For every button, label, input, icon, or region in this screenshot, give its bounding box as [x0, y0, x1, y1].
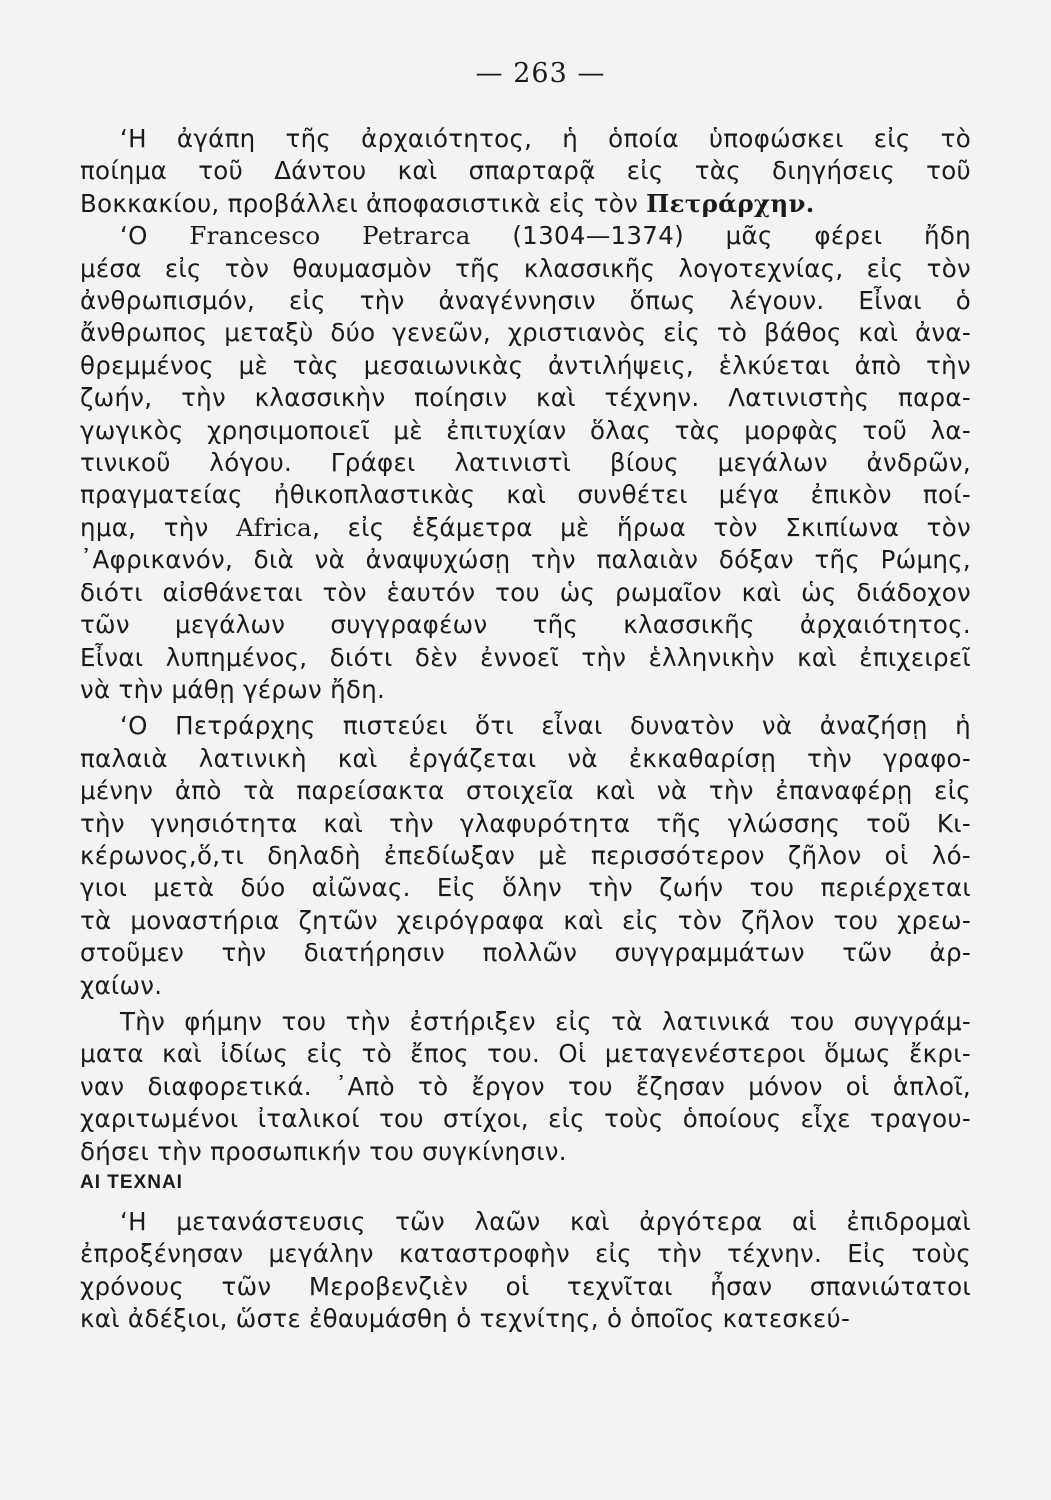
paragraph-p1: [80, 123, 971, 220]
line-text: ἀνθρωπισμόν, εἰς τὴν ἀναγέννησιν ὅπως λέγουν. Εἶναι ὁ: [80, 286, 971, 316]
text-line: [80, 220, 971, 252]
text-line: [80, 970, 971, 1002]
section-heading: ΑΙ ΤΕΧΝΑΙ: [80, 1172, 183, 1193]
text-line: [80, 415, 971, 447]
text-line: [80, 775, 971, 807]
line-text: Τὴν φήμην του τὴν ἐστήριξεν εἰς τὰ λατινικά του συγγράμ-: [120, 1006, 971, 1036]
text-line: [80, 155, 971, 187]
latin-name: Africa: [236, 512, 313, 542]
line-text: κέρωνος,ὅ,τι δηλαδὴ ἐπεδίωξαν μὲ περισσότερον ζῆλον οἱ λό-: [80, 840, 971, 870]
text-line: [80, 382, 971, 414]
text-line: [80, 710, 971, 742]
line-text: τινικοῦ λόγου. Γράφει λατινιστὶ βίους μεγάλων ἀνδρῶν,: [80, 448, 971, 478]
text-line: [80, 317, 971, 349]
paragraph-p2: [80, 220, 971, 706]
line-text: Εἶναι λυπημένος, διότι δὲν ἐννοεῖ τὴν ἑλληνικὴν καὶ ἐπιχειρεῖ: [80, 642, 971, 672]
line-text: ναν διαφορετικά. ᾿Απὸ τὸ ἔργον του ἔζησαν μόνον οἱ ἁπλοῖ,: [80, 1071, 971, 1101]
text-line: [80, 1136, 971, 1168]
bold-name: Πετράρχην.: [646, 188, 815, 218]
text-line: [80, 479, 971, 511]
line-text: θρεμμένος μὲ τὰς μεσαιωνικὰς ἀντιλήψεις, ἑλκύεται ἀπὸ τὴν: [80, 350, 971, 380]
line-text: ποίημα τοῦ Δάντου καὶ σπαρταρᾷ εἰς τὰς διηγήσεις τοῦ: [80, 156, 971, 186]
line-text: χαίων.: [80, 970, 163, 1000]
text-line: [80, 577, 971, 609]
line-text: καὶ ἀδέξιοι, ὥστε ἐθαυμάσθη ὁ τεχνίτης, ὁ ὁποῖος κατεσκεύ-: [80, 1304, 851, 1334]
text-line: [80, 674, 971, 706]
line-text: ‘Η ἀγάπη τῆς ἀρχαιότητος, ἡ ὁποία ὑποφώσκει εἰς τὸ: [120, 124, 971, 153]
line-text: , εἰς ἑξάμετρα μὲ ἥρωα τὸν Σκιπίωνα τὸν: [312, 512, 972, 542]
text-line: [80, 123, 971, 155]
line-text: μένην ἀπὸ τὰ παρείσακτα στοιχεῖα καὶ νὰ τὴν ἐπαναφέρῃ εἰς: [80, 776, 971, 806]
text-line: [80, 1303, 971, 1335]
page-number: — 263 —: [475, 58, 606, 89]
text-line: [80, 350, 971, 382]
text-line: [80, 743, 971, 775]
text-line: [80, 1006, 971, 1038]
latin-name: Francesco Petrarca: [189, 221, 471, 251]
line-text: ἄνθρωπος μεταξὺ δύο γενεῶν, χριστιανὸς εἰς τὸ βάθος καὶ ἀνα-: [80, 318, 971, 348]
text-line: [80, 642, 971, 674]
body-text: [80, 123, 971, 1336]
text-line: [80, 447, 971, 479]
paragraph-p4: [80, 1006, 971, 1168]
line-text: παλαιὰ λατινικὴ καὶ ἐργάζεται νὰ ἐκκαθαρίσῃ τὴν γραφο-: [80, 743, 971, 773]
text-line: [80, 544, 971, 576]
line-text: διότι αἰσθάνεται τὸν ἑαυτόν του ὡς ρωμαῖον καὶ ὡς διάδοχον: [80, 577, 971, 607]
line-text: ᾿Αφρικανόν, διὰ νὰ ἀναψυχώσῃ τὴν παλαιὰν δόξαν τῆς Ρώμης,: [80, 545, 971, 575]
text-line: [80, 1206, 971, 1238]
line-text: ματα καὶ ἰδίως εἰς τὸ ἔπος του. Οἱ μεταγενέστεροι ὅμως ἔκρι-: [80, 1039, 971, 1069]
text-line: [80, 1071, 971, 1103]
line-text: (1304—1374) μᾶς φέρει ἤδη: [470, 221, 971, 251]
line-text: νὰ τὴν μάθῃ γέρων ἤδη.: [80, 674, 386, 704]
paragraph-p5: [80, 1206, 971, 1336]
line-text: γιοι μετὰ δύο αἰῶνας. Εἰς ὅλην τὴν ζωήν του περιέρχεται: [80, 873, 971, 903]
line-text: χαριτωμένοι ἰταλικοί του στίχοι, εἰς τοὺς ὁποίους εἶχε τραγου-: [80, 1104, 971, 1134]
text-line: [80, 253, 971, 285]
line-text: τὰ μοναστήρια ζητῶν χειρόγραφα καὶ εἰς τὸν ζῆλον του χρεω-: [80, 905, 971, 935]
paragraph-p3: [80, 710, 971, 1002]
line-text: ‘Η μετανάστευσις τῶν λαῶν καὶ ἀργότερα αἱ ἐπιδρομαὶ: [120, 1207, 971, 1236]
text-line: [80, 808, 971, 840]
line-text: ‘Ο: [120, 221, 190, 251]
text-line: [80, 1103, 971, 1135]
text-line: [80, 285, 971, 317]
line-text: χρόνους τῶν Μεροβενζιὲν οἱ τεχνῖται ἦσαν σπανιώτατοι: [80, 1271, 971, 1301]
text-line: [80, 512, 971, 544]
text-line: [80, 1038, 971, 1070]
text-line: [80, 188, 971, 220]
line-text: ‘Ο Πετράρχης πιστεύει ὅτι εἶναι δυνατὸν νὰ ἀναζήσῃ ἡ: [120, 711, 971, 741]
line-text: μέσα εἰς τὸν θαυμασμὸν τῆς κλασσικῆς λογοτεχνίας, εἰς τὸν: [80, 253, 971, 283]
line-text: τὴν γνησιότητα καὶ τὴν γλαφυρότητα τῆς γλώσσης τοῦ Κι-: [80, 808, 971, 838]
line-text: πραγματείας ἠθικοπλαστικὰς καὶ συνθέτει μέγα ἐπικὸν ποί-: [80, 480, 971, 510]
text-line: [80, 1271, 971, 1303]
line-text: ζωήν, τὴν κλασσικὴν ποίησιν καὶ τέχνην. Λατινιστὴς παρα-: [80, 383, 971, 413]
text-line: [80, 872, 971, 904]
text-line: [80, 840, 971, 872]
line-text: δήσει τὴν προσωπικήν του συγκίνησιν.: [80, 1136, 567, 1166]
line-text: Βοκκακίου, προβάλλει ἀποφασιστικὰ εἰς τὸν: [80, 188, 647, 218]
line-text: ημα, τὴν: [80, 512, 237, 542]
text-line: [80, 609, 971, 641]
line-text: ἐπροξένησαν μεγάλην καταστροφὴν εἰς τὴν τέχνην. Εἰς τοὺς: [80, 1239, 971, 1269]
line-text: στοῦμεν τὴν διατήρησιν πολλῶν συγγραμμάτων τῶν ἀρ-: [80, 938, 971, 968]
text-line: [80, 1238, 971, 1270]
line-text: γωγικὸς χρησιμοποιεῖ μὲ ἐπιτυχίαν ὅλας τὰς μορφὰς τοῦ λα-: [80, 415, 971, 445]
text-line: [80, 905, 971, 937]
line-text: τῶν μεγάλων συγγραφέων τῆς κλασσικῆς ἀρχαιότητος.: [80, 610, 971, 640]
text-line: [80, 937, 971, 969]
